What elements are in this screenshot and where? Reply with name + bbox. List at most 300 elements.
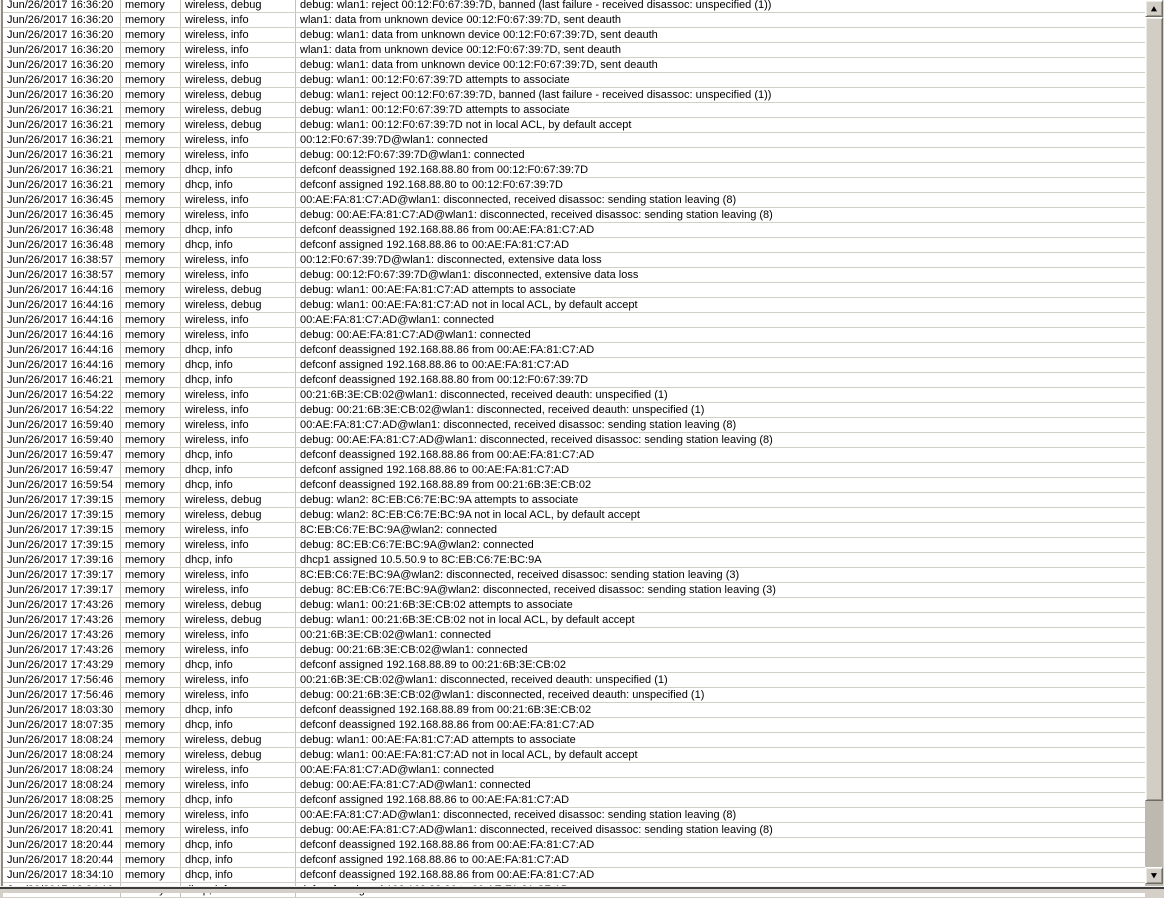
log-message-cell: debug: wlan2: 8C:EB:C6:7E:BC:9A attempts to associate [300,494,579,506]
log-time-cell: Jun/26/2017 18:20:44 [3,853,121,867]
log-topics-cell: wireless, info [181,13,296,27]
log-row[interactable] [3,193,1145,208]
log-time-cell: Jun/26/2017 16:44:16 [3,313,121,327]
log-row[interactable] [3,253,1145,268]
log-time-cell: Jun/26/2017 16:36:48 [3,238,121,252]
log-time-cell: Jun/26/2017 17:56:46 [3,688,121,702]
log-time-cell: Jun/26/2017 16:38:57 [3,268,121,282]
log-row[interactable] [3,58,1145,73]
scroll-up-icon: ▲ [1150,4,1158,12]
log-buffer-cell: memory [121,418,181,432]
log-message-cell: wlan1: data from unknown device 00:12:F0:67:39:7D, sent deauth [300,14,622,26]
scroll-down-button[interactable] [1145,867,1163,884]
log-topics-cell: wireless, debug [181,298,296,312]
log-row[interactable] [3,268,1145,283]
log-buffer-cell: memory [121,343,181,357]
log-buffer-cell: memory [121,748,181,762]
log-buffer-cell: memory [121,208,181,222]
log-time-cell: Jun/26/2017 17:39:15 [3,523,121,537]
log-row[interactable] [3,283,1145,298]
log-message-cell: debug: wlan1: 00:AE:FA:81:C7:AD attempts to associate [300,284,576,296]
log-topics-cell: wireless, debug [181,598,296,612]
log-time-cell: Jun/26/2017 16:59:40 [3,418,121,432]
log-time-cell: Jun/26/2017 16:44:16 [3,283,121,297]
log-message-cell: defconf assigned 192.168.88.86 to 00:AE:FA:81:C7:AD [300,854,570,866]
log-topics-cell: dhcp, info [181,478,296,492]
log-time-cell: Jun/26/2017 16:36:21 [3,118,121,132]
log-message-cell: 00:21:6B:3E:CB:02@wlan1: disconnected, received deauth: unspecified (1) [300,674,668,686]
log-topics-cell: wireless, info [181,208,296,222]
log-row[interactable] [3,673,1145,688]
log-topics-cell: wireless, info [181,403,296,417]
log-buffer-cell: memory [121,328,181,342]
log-rows [3,0,1145,898]
log-time-cell: Jun/26/2017 17:39:17 [3,583,121,597]
vertical-scrollbar[interactable] [1145,0,1163,886]
log-buffer-cell: memory [121,568,181,582]
log-buffer-cell: memory [121,283,181,297]
log-topics-cell: wireless, debug [181,88,296,102]
log-buffer-cell: memory [121,643,181,657]
log-time-cell: Jun/26/2017 17:43:26 [3,643,121,657]
log-time-cell: Jun/26/2017 18:08:24 [3,763,121,777]
log-time-cell: Jun/26/2017 16:36:20 [3,88,121,102]
log-buffer-cell: memory [121,493,181,507]
log-topics-cell: dhcp, info [181,373,296,387]
log-buffer-cell: memory [121,0,181,12]
log-message-cell: defconf assigned 192.168.88.86 to 00:AE:FA:81:C7:AD [300,239,570,251]
log-message-cell: debug: 00:12:F0:67:39:7D@wlan1: connected [300,149,525,161]
log-topics-cell: dhcp, info [181,178,296,192]
log-topics-cell: dhcp, info [181,448,296,462]
log-buffer-cell: memory [121,13,181,27]
log-row[interactable] [3,208,1145,223]
log-message-cell: wlan1: data from unknown device 00:12:F0:67:39:7D, sent deauth [300,44,622,56]
log-time-cell: Jun/26/2017 16:36:48 [3,223,121,237]
log-message-cell: debug: wlan1: data from unknown device 00:12:F0:67:39:7D, sent deauth [300,29,658,41]
log-message-cell: defconf deassigned 192.168.88.86 from 00:AE:FA:81:C7:AD [300,449,595,461]
log-time-cell: Jun/26/2017 16:54:22 [3,403,121,417]
log-time-cell: Jun/26/2017 16:36:20 [3,43,121,57]
log-message-cell: defconf assigned 192.168.88.86 to 00:AE:FA:81:C7:AD [300,794,570,806]
log-topics-cell: wireless, debug [181,0,296,12]
log-buffer-cell: memory [121,763,181,777]
log-row[interactable] [3,358,1145,373]
log-buffer-cell: memory [121,733,181,747]
log-buffer-cell: memory [121,718,181,732]
log-row[interactable] [3,373,1145,388]
log-time-cell: Jun/26/2017 16:44:16 [3,343,121,357]
window-bottom-border [0,886,1164,893]
log-message-cell: defconf deassigned 192.168.88.86 from 00:AE:FA:81:C7:AD [300,224,595,236]
log-topics-cell: wireless, info [181,28,296,42]
log-buffer-cell: memory [121,538,181,552]
log-time-cell: Jun/26/2017 16:36:21 [3,178,121,192]
log-topics-cell: wireless, info [181,328,296,342]
log-time-cell: Jun/26/2017 18:08:24 [3,733,121,747]
log-time-cell: Jun/26/2017 17:43:29 [3,658,121,672]
log-row[interactable] [3,793,1145,808]
log-buffer-cell: memory [121,703,181,717]
log-topics-cell: wireless, info [181,688,296,702]
log-message-cell: defconf assigned 192.168.88.89 to 00:21:6B:3E:CB:02 [300,659,567,671]
log-topics-cell: wireless, info [181,763,296,777]
log-buffer-cell: memory [121,163,181,177]
log-row[interactable] [3,88,1145,103]
log-buffer-cell: memory [121,613,181,627]
log-row[interactable] [3,103,1145,118]
log-time-cell: Jun/26/2017 17:43:26 [3,628,121,642]
log-buffer-cell: memory [121,313,181,327]
log-topics-cell: wireless, debug [181,118,296,132]
log-topics-cell: wireless, info [181,148,296,162]
log-message-cell: debug: wlan1: 00:AE:FA:81:C7:AD not in local ACL, by default accept [300,299,638,311]
log-topics-cell: wireless, info [181,583,296,597]
log-topics-cell: wireless, info [181,418,296,432]
log-topics-cell: wireless, info [181,313,296,327]
log-time-cell: Jun/26/2017 18:20:41 [3,808,121,822]
log-topics-cell: dhcp, info [181,553,296,567]
log-buffer-cell: memory [121,778,181,792]
log-topics-cell: dhcp, info [181,358,296,372]
log-row[interactable] [3,313,1145,328]
log-message-cell: defconf assigned 192.168.88.80 to 00:12:F0:67:39:7D [300,179,563,191]
log-time-cell: Jun/26/2017 16:36:20 [3,0,121,12]
log-row[interactable] [3,478,1145,493]
log-message-cell: 00:12:F0:67:39:7D@wlan1: connected [300,134,488,146]
log-topics-cell: wireless, info [181,523,296,537]
log-row[interactable] [3,658,1145,673]
log-buffer-cell: memory [121,43,181,57]
log-time-cell: Jun/26/2017 18:08:24 [3,748,121,762]
log-time-cell: Jun/26/2017 16:59:47 [3,448,121,462]
log-row[interactable] [3,523,1145,538]
log-message-cell: debug: 8C:EB:C6:7E:BC:9A@wlan2: disconnected, received disassoc: sending station leaving (3) [300,584,776,596]
log-row[interactable] [3,13,1145,28]
log-topics-cell: dhcp, info [181,463,296,477]
log-message-cell: debug: 00:AE:FA:81:C7:AD@wlan1: disconnected, received disassoc: sending station leaving (8) [300,434,773,446]
scrollbar-thumb[interactable] [1145,17,1163,801]
log-message-cell: dhcp1 assigned 10.5.50.9 to 8C:EB:C6:7E:BC:9A [300,554,542,566]
log-buffer-cell: memory [121,478,181,492]
log-buffer-cell: memory [121,673,181,687]
log-message-cell: 00:21:6B:3E:CB:02@wlan1: disconnected, received deauth: unspecified (1) [300,389,668,401]
log-row[interactable] [3,433,1145,448]
log-time-cell: Jun/26/2017 17:39:16 [3,553,121,567]
log-buffer-cell: memory [121,28,181,42]
log-time-cell: Jun/26/2017 18:03:30 [3,703,121,717]
log-topics-cell: dhcp, info [181,238,296,252]
log-buffer-cell: memory [121,553,181,567]
log-row[interactable] [3,718,1145,733]
log-time-cell: Jun/26/2017 17:39:15 [3,538,121,552]
log-message-cell: defconf deassigned 192.168.88.86 from 00:AE:FA:81:C7:AD [300,839,595,851]
log-row[interactable] [3,853,1145,868]
log-message-cell: 00:12:F0:67:39:7D@wlan1: disconnected, extensive data loss [300,254,602,266]
log-message-cell: debug: 00:12:F0:67:39:7D@wlan1: disconnected, extensive data loss [300,269,639,281]
log-topics-cell: wireless, info [181,388,296,402]
scroll-down-icon: ▼ [1150,871,1158,879]
log-time-cell: Jun/26/2017 16:36:45 [3,208,121,222]
log-buffer-cell: memory [121,448,181,462]
log-row[interactable] [3,613,1145,628]
log-row[interactable] [3,493,1145,508]
log-buffer-cell: memory [121,268,181,282]
log-time-cell: Jun/26/2017 16:36:20 [3,13,121,27]
log-table [3,0,1145,886]
log-message-cell: debug: wlan1: 00:12:F0:67:39:7D attempts to associate [300,104,570,116]
log-topics-cell: dhcp, info [181,793,296,807]
log-time-cell: Jun/26/2017 18:08:25 [3,793,121,807]
log-time-cell: Jun/26/2017 16:36:21 [3,163,121,177]
log-row[interactable] [3,538,1145,553]
log-message-cell: debug: wlan1: 00:12:F0:67:39:7D attempts to associate [300,74,570,86]
log-row[interactable] [3,553,1145,568]
log-topics-cell: dhcp, info [181,163,296,177]
log-buffer-cell: memory [121,118,181,132]
log-row[interactable] [3,403,1145,418]
log-message-cell: debug: 00:AE:FA:81:C7:AD@wlan1: disconnected, received disassoc: sending station leaving (8) [300,209,773,221]
log-time-cell: Jun/26/2017 16:36:20 [3,58,121,72]
log-topics-cell: wireless, debug [181,283,296,297]
log-row[interactable] [3,733,1145,748]
log-time-cell: Jun/26/2017 16:44:16 [3,298,121,312]
log-row[interactable] [3,568,1145,583]
log-topics-cell: wireless, info [181,253,296,267]
log-message-cell: debug: wlan1: 00:21:6B:3E:CB:02 attempts to associate [300,599,573,611]
log-row[interactable] [3,643,1145,658]
log-message-cell: defconf deassigned 192.168.88.86 from 00:AE:FA:81:C7:AD [300,869,595,881]
log-buffer-cell: memory [121,58,181,72]
log-topics-cell: wireless, info [181,823,296,837]
log-time-cell: Jun/26/2017 17:43:26 [3,598,121,612]
log-topics-cell: wireless, info [181,133,296,147]
log-row[interactable] [3,808,1145,823]
log-buffer-cell: memory [121,433,181,447]
log-buffer-cell: memory [121,298,181,312]
log-message-cell: debug: 00:AE:FA:81:C7:AD@wlan1: connected [300,329,531,341]
log-time-cell: Jun/26/2017 17:43:26 [3,613,121,627]
log-row[interactable] [3,388,1145,403]
log-topics-cell: wireless, info [181,628,296,642]
log-topics-cell: wireless, info [181,643,296,657]
log-row[interactable] [3,163,1145,178]
log-time-cell: Jun/26/2017 16:46:21 [3,373,121,387]
log-message-cell: debug: wlan1: 00:AE:FA:81:C7:AD attempts to associate [300,734,576,746]
log-message-cell: 8C:EB:C6:7E:BC:9A@wlan2: connected [300,524,498,536]
log-topics-cell: dhcp, info [181,853,296,867]
log-row[interactable] [3,583,1145,598]
log-buffer-cell: memory [121,238,181,252]
log-message-cell: debug: wlan1: reject 00:12:F0:67:39:7D, banned (last failure - received disassoc: unspecified (1)) [300,89,772,101]
log-topics-cell: wireless, info [181,433,296,447]
log-buffer-cell: memory [121,193,181,207]
log-row[interactable] [3,43,1145,58]
log-time-cell: Jun/26/2017 16:44:16 [3,358,121,372]
log-time-cell: Jun/26/2017 16:36:20 [3,28,121,42]
log-message-cell: defconf deassigned 192.168.88.86 from 00:AE:FA:81:C7:AD [300,719,595,731]
log-message-cell: debug: wlan1: 00:AE:FA:81:C7:AD not in local ACL, by default accept [300,749,638,761]
log-row[interactable] [3,703,1145,718]
log-row[interactable] [3,598,1145,613]
log-row[interactable] [3,463,1145,478]
log-message-cell: debug: 00:21:6B:3E:CB:02@wlan1: disconnected, received deauth: unspecified (1) [300,404,705,416]
log-buffer-cell: memory [121,508,181,522]
log-time-cell: Jun/26/2017 17:39:17 [3,568,121,582]
log-message-cell: debug: 00:AE:FA:81:C7:AD@wlan1: disconnected, received disassoc: sending station leaving (8) [300,824,773,836]
log-topics-cell: wireless, debug [181,103,296,117]
log-time-cell: Jun/26/2017 16:59:47 [3,463,121,477]
log-buffer-cell: memory [121,523,181,537]
log-message-cell: defconf assigned 192.168.88.86 to 00:AE:FA:81:C7:AD [300,464,570,476]
log-message-cell: defconf deassigned 192.168.88.89 from 00:21:6B:3E:CB:02 [300,704,592,716]
log-message-cell: defconf assigned 192.168.88.86 to 00:AE:FA:81:C7:AD [300,359,570,371]
log-time-cell: Jun/26/2017 16:59:40 [3,433,121,447]
log-message-cell: 00:AE:FA:81:C7:AD@wlan1: disconnected, received disassoc: sending station leaving (8) [300,194,737,206]
log-topics-cell: wireless, debug [181,73,296,87]
log-buffer-cell: memory [121,628,181,642]
log-time-cell: Jun/26/2017 17:39:15 [3,508,121,522]
log-row[interactable] [3,238,1145,253]
log-row[interactable] [3,748,1145,763]
log-topics-cell: wireless, debug [181,508,296,522]
log-row[interactable] [3,328,1145,343]
log-topics-cell: wireless, debug [181,493,296,507]
log-row[interactable] [3,298,1145,313]
log-row[interactable] [3,28,1145,43]
log-buffer-cell: memory [121,133,181,147]
log-time-cell: Jun/26/2017 18:20:44 [3,838,121,852]
log-time-cell: Jun/26/2017 16:54:22 [3,388,121,402]
log-topics-cell: wireless, debug [181,748,296,762]
log-buffer-cell: memory [121,223,181,237]
log-topics-cell: dhcp, info [181,658,296,672]
log-row[interactable] [3,448,1145,463]
log-message-cell: debug: 00:21:6B:3E:CB:02@wlan1: connected [300,644,528,656]
log-buffer-cell: memory [121,73,181,87]
log-row[interactable] [3,178,1145,193]
log-buffer-cell: memory [121,178,181,192]
log-message-cell: defconf deassigned 192.168.88.80 from 00:12:F0:67:39:7D [300,164,589,176]
log-buffer-cell: memory [121,463,181,477]
log-message-cell: debug: wlan2: 8C:EB:C6:7E:BC:9A not in local ACL, by default accept [300,509,640,521]
scroll-up-button[interactable] [1145,0,1163,17]
log-message-cell: debug: wlan1: data from unknown device 00:12:F0:67:39:7D, sent deauth [300,59,658,71]
log-topics-cell: wireless, info [181,568,296,582]
log-message-cell: debug: wlan1: 00:21:6B:3E:CB:02 not in local ACL, by default accept [300,614,635,626]
log-topics-cell: dhcp, info [181,703,296,717]
log-row[interactable] [3,508,1145,523]
log-buffer-cell: memory [121,373,181,387]
log-time-cell: Jun/26/2017 18:07:35 [3,718,121,732]
log-topics-cell: dhcp, info [181,343,296,357]
log-row[interactable] [3,73,1145,88]
log-topics-cell: dhcp, info [181,223,296,237]
log-topics-cell: wireless, info [181,808,296,822]
log-row[interactable] [3,838,1145,853]
log-message-cell: 00:21:6B:3E:CB:02@wlan1: connected [300,629,491,641]
log-buffer-cell: memory [121,808,181,822]
log-topics-cell: wireless, info [181,193,296,207]
log-row[interactable] [3,0,1145,13]
log-topics-cell: dhcp, info [181,868,296,882]
log-time-cell: Jun/26/2017 18:08:24 [3,778,121,792]
log-topics-cell: dhcp, info [181,718,296,732]
log-row[interactable] [3,778,1145,793]
log-time-cell: Jun/26/2017 16:38:57 [3,253,121,267]
window-left-border [0,0,3,886]
log-time-cell: Jun/26/2017 16:36:21 [3,133,121,147]
log-message-cell: defconf deassigned 192.168.88.86 from 00:AE:FA:81:C7:AD [300,344,595,356]
log-topics-cell: wireless, info [181,538,296,552]
log-buffer-cell: memory [121,148,181,162]
log-time-cell: Jun/26/2017 16:36:45 [3,193,121,207]
log-time-cell: Jun/26/2017 17:56:46 [3,673,121,687]
log-buffer-cell: memory [121,853,181,867]
log-row[interactable] [3,343,1145,358]
log-message-cell: debug: 00:21:6B:3E:CB:02@wlan1: disconnected, received deauth: unspecified (1) [300,689,705,701]
log-buffer-cell: memory [121,598,181,612]
log-topics-cell: wireless, debug [181,733,296,747]
log-buffer-cell: memory [121,823,181,837]
log-buffer-cell: memory [121,253,181,267]
log-time-cell: Jun/26/2017 16:36:21 [3,103,121,117]
log-buffer-cell: memory [121,358,181,372]
log-row[interactable] [3,148,1145,163]
log-message-cell: 8C:EB:C6:7E:BC:9A@wlan2: disconnected, received disassoc: sending station leaving (3) [300,569,740,581]
log-buffer-cell: memory [121,838,181,852]
log-buffer-cell: memory [121,583,181,597]
log-message-cell: 00:AE:FA:81:C7:AD@wlan1: connected [300,764,494,776]
log-message-cell: defconf deassigned 192.168.88.80 from 00:12:F0:67:39:7D [300,374,589,386]
log-topics-cell: wireless, info [181,673,296,687]
log-buffer-cell: memory [121,688,181,702]
log-topics-cell: dhcp, info [181,838,296,852]
log-time-cell: Jun/26/2017 18:20:41 [3,823,121,837]
log-time-cell: Jun/26/2017 16:36:20 [3,73,121,87]
log-buffer-cell: memory [121,388,181,402]
log-row[interactable] [3,133,1145,148]
log-row[interactable] [3,628,1145,643]
log-topics-cell: wireless, info [181,43,296,57]
log-message-cell: debug: wlan1: 00:12:F0:67:39:7D not in local ACL, by default accept [300,119,632,131]
log-topics-cell: wireless, info [181,778,296,792]
log-buffer-cell: memory [121,88,181,102]
log-row[interactable] [3,418,1145,433]
log-message-cell: defconf deassigned 192.168.88.89 from 00:21:6B:3E:CB:02 [300,479,592,491]
log-row[interactable] [3,223,1145,238]
log-row[interactable] [3,763,1145,778]
log-message-cell: 00:AE:FA:81:C7:AD@wlan1: connected [300,314,494,326]
log-message-cell: debug: 00:AE:FA:81:C7:AD@wlan1: connected [300,779,531,791]
log-row[interactable] [3,118,1145,133]
log-buffer-cell: memory [121,793,181,807]
log-time-cell: Jun/26/2017 16:36:21 [3,148,121,162]
log-message-cell: debug: wlan1: reject 00:12:F0:67:39:7D, banned (last failure - received disassoc: unspecified (1)) [300,0,772,11]
log-buffer-cell: memory [121,403,181,417]
log-message-cell: 00:AE:FA:81:C7:AD@wlan1: disconnected, received disassoc: sending station leaving (8) [300,809,737,821]
log-row[interactable] [3,823,1145,838]
log-topics-cell: wireless, info [181,58,296,72]
log-topics-cell: wireless, debug [181,613,296,627]
log-buffer-cell: memory [121,103,181,117]
log-row[interactable] [3,688,1145,703]
log-time-cell: Jun/26/2017 18:34:10 [3,868,121,882]
log-time-cell: Jun/26/2017 17:39:15 [3,493,121,507]
log-topics-cell: wireless, info [181,268,296,282]
log-time-cell: Jun/26/2017 16:44:16 [3,328,121,342]
log-row[interactable] [3,868,1145,883]
